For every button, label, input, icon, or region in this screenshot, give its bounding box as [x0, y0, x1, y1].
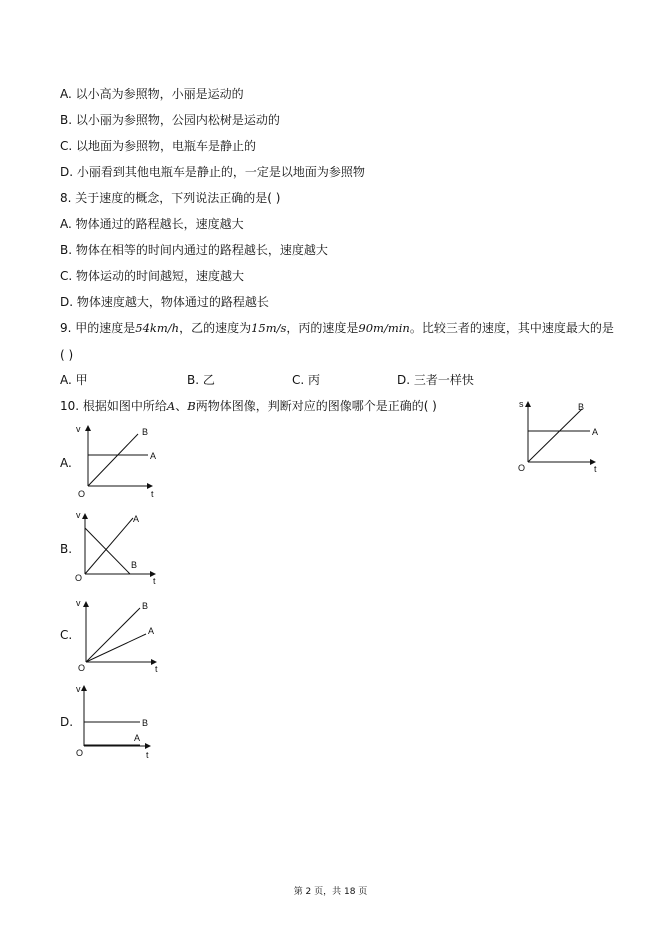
- line-b-label: B: [142, 601, 149, 611]
- origin-label: O: [78, 663, 86, 673]
- q9-speed-yi: 15m/s: [251, 321, 287, 335]
- q8-option-a: A. 物体通过的路程越长，速度越大: [60, 217, 244, 231]
- line-a: [86, 634, 146, 662]
- line-a: [85, 518, 133, 574]
- q8-stem: 8. 关于速度的概念，下列说法正确的是( ): [60, 191, 281, 205]
- page-footer: 第 2 页，共 18 页: [293, 887, 368, 897]
- q7-option-a: A. 以小高为参照物，小丽是运动的: [60, 87, 244, 101]
- line-a-label: A: [133, 514, 140, 524]
- line-b: [528, 409, 582, 462]
- y-axis-label: v: [76, 598, 81, 608]
- q7-option-d: D. 小丽看到其他电瓶车是静止的，一定是以地面为参照物: [60, 165, 365, 179]
- x-axis-label: t: [594, 464, 597, 474]
- origin-label: O: [518, 463, 526, 473]
- x-axis-label: t: [146, 750, 149, 760]
- q9-speed-jia: 54km/h: [135, 321, 180, 335]
- line-b-label: B: [131, 560, 138, 570]
- y-axis-label: v: [76, 684, 81, 694]
- q9-option-a: A. 甲: [60, 373, 88, 387]
- q10-option-c-label: C.: [60, 628, 73, 642]
- q8-option-c: C. 物体运动的时间越短，速度越大: [60, 269, 245, 283]
- line-a-label: A: [134, 733, 141, 743]
- q9-option-c: C. 丙: [292, 373, 321, 387]
- line-b: [86, 608, 140, 662]
- q9-stem: [60, 320, 614, 336]
- x-axis-label: t: [155, 664, 158, 674]
- q9-text-2: ，乙的速度为: [179, 321, 252, 335]
- q10-option-b-label: B.: [60, 542, 73, 556]
- q10-text-1: 10. 根据如图中所给: [60, 399, 167, 413]
- q7-option-b: B. 以小丽为参照物，公园内松树是运动的: [60, 113, 280, 127]
- line-b: [88, 434, 138, 486]
- q9-paren: ( ): [60, 348, 74, 362]
- q9-text-1: 9. 甲的速度是: [60, 321, 136, 335]
- line-b-label: B: [578, 402, 585, 412]
- q9-option-b: B. 乙: [187, 373, 215, 387]
- y-axis-label: v: [76, 424, 81, 434]
- line-b: [85, 528, 130, 574]
- q10-main-st-graph: [510, 395, 610, 475]
- line-a-label: A: [150, 451, 157, 461]
- q10-sep: 、: [175, 399, 188, 413]
- origin-label: O: [78, 489, 86, 499]
- q10-option-d-label: D.: [60, 715, 74, 729]
- y-axis-label: v: [76, 510, 81, 520]
- q8-option-b: B. 物体在相等的时间内通过的路程越长，速度越大: [60, 243, 328, 257]
- q9-text-4: 。比较三者的速度，其中速度最大的是: [409, 321, 614, 335]
- q10-text-2: 两物体图像，判断对应的图像哪个是正确的( ): [195, 399, 437, 413]
- q9-speed-bing: 90m/min: [358, 321, 410, 335]
- origin-label: O: [75, 573, 83, 583]
- line-a-label: A: [148, 626, 155, 636]
- y-axis-label: s: [519, 399, 524, 409]
- q10-option-a-label: A.: [60, 456, 72, 470]
- line-b-label: B: [142, 718, 149, 728]
- x-axis-label: t: [153, 576, 156, 586]
- q8-option-d: D. 物体速度越大，物体通过的路程越长: [60, 295, 269, 309]
- line-a-label: A: [592, 427, 599, 437]
- q10-stem: [60, 398, 437, 414]
- q9-option-d: D. 三者一样快: [397, 373, 474, 387]
- q9-text-3: ，丙的速度是: [286, 321, 359, 335]
- q10-option-b-graph: [70, 506, 170, 588]
- q10-option-a-graph: [70, 420, 170, 502]
- q10-object-a: A: [166, 399, 176, 413]
- q10-option-d-graph: [70, 680, 170, 762]
- q10-option-c-graph: [70, 592, 170, 674]
- q7-option-c: C. 以地面为参照物，电瓶车是静止的: [60, 139, 257, 153]
- q10-object-b: B: [187, 399, 196, 413]
- line-b-label: B: [142, 427, 149, 437]
- x-axis-label: t: [151, 489, 154, 499]
- origin-label: O: [76, 748, 84, 758]
